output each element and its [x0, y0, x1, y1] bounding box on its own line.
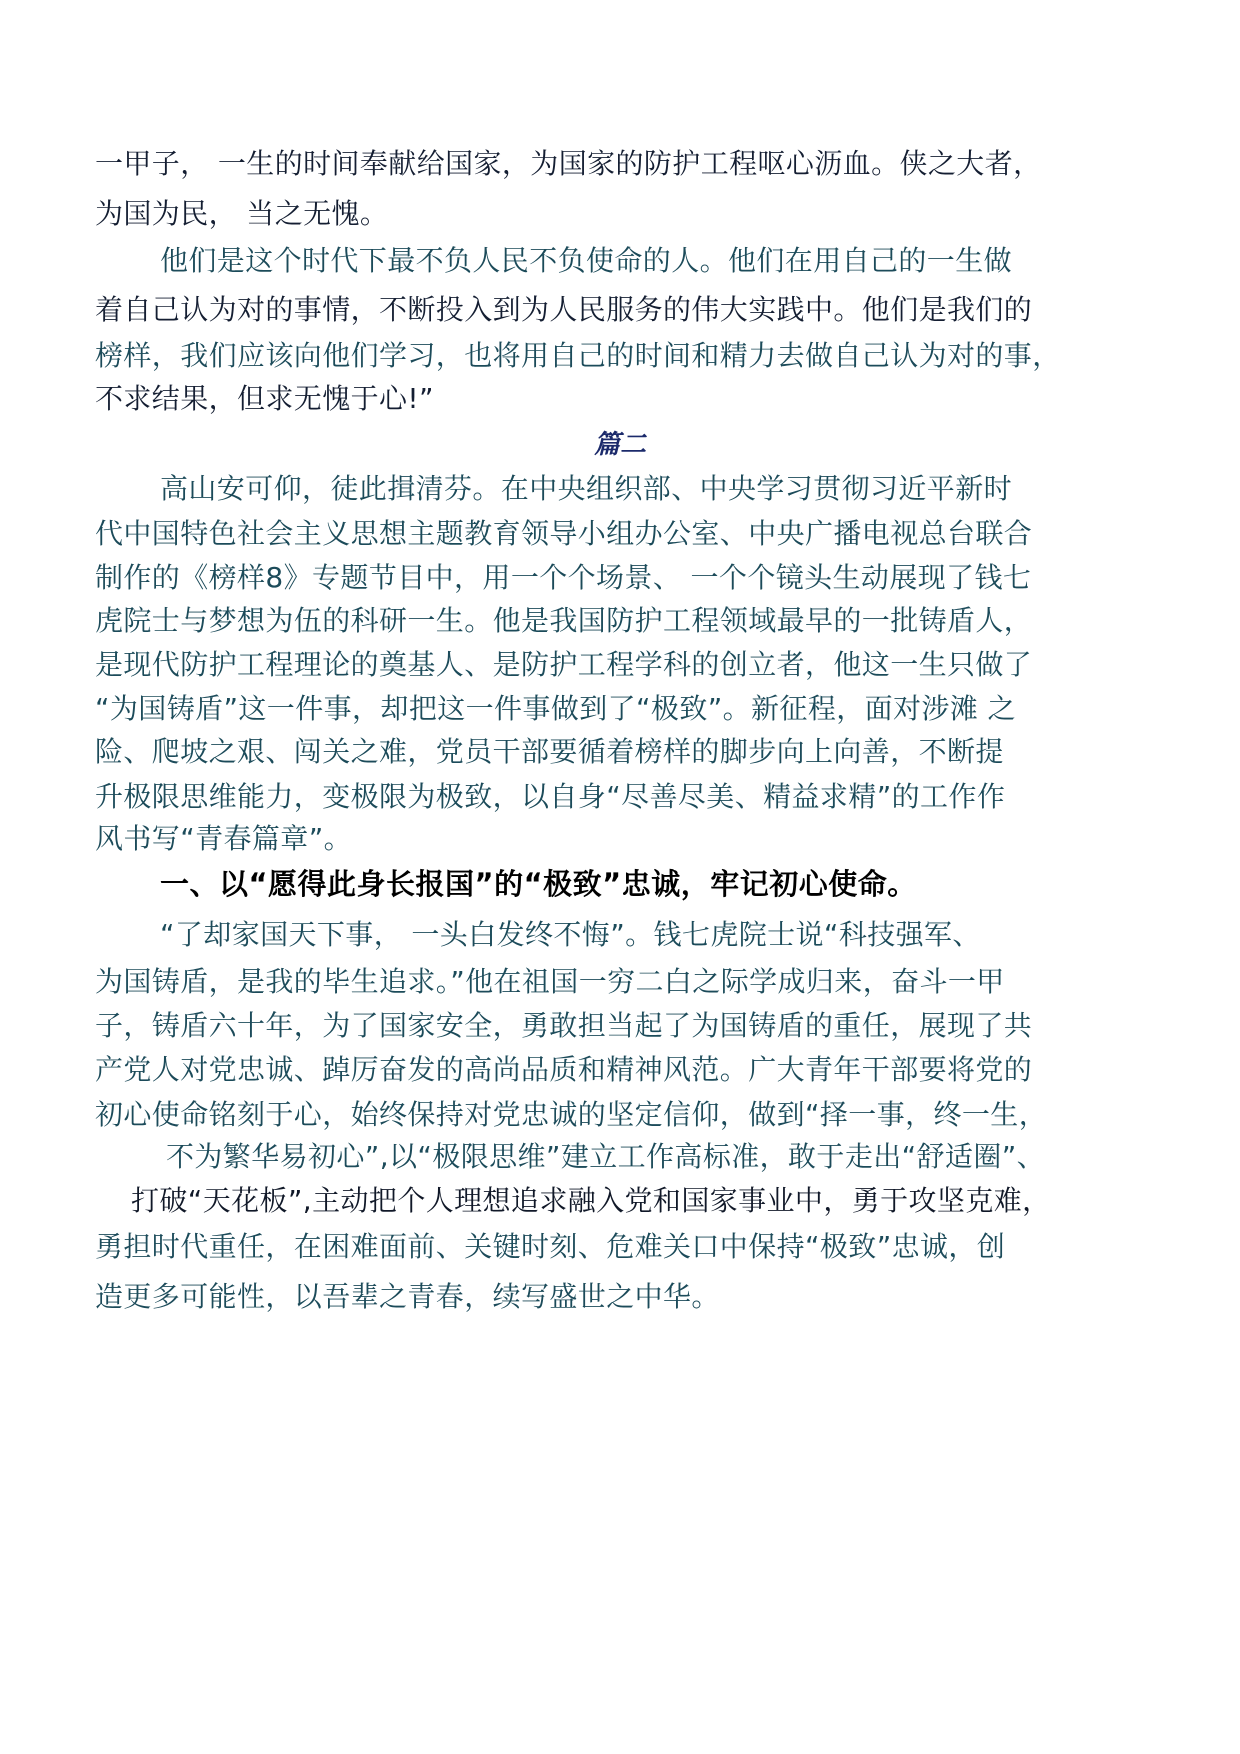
paragraph-line: 产党人对党忠诚、踔厉奋发的高尚品质和精神风范。广大青年干部要将党的 — [95, 1053, 1033, 1086]
paragraph-line: 勇担时代重任，在困难面前、关键时刻、危难关口中保持“极致”忠诚，创 — [95, 1230, 1006, 1263]
paragraph-line: 虎院士与梦想为伍的科研一生。他是我国防护工程领域最早的一批铸盾人， — [95, 604, 1033, 637]
paragraph-line: 为国铸盾，是我的毕生追求。”他在祖国一穷二白之际学成归来，奋斗一甲 — [95, 965, 1005, 998]
paragraph-line: 榜样，我们应该向他们学习，也将用自己的时间和精力去做自己认为对的事， — [95, 339, 1061, 372]
section-subheading: 一、以“愿得此身长报国”的“极致”忠诚，牢记初心使命。 — [160, 867, 917, 901]
section-title: 篇二 — [593, 430, 646, 460]
paragraph-line: 造更多可能性，以吾辈之青春，续写盛世之中华。 — [95, 1280, 720, 1313]
paragraph-line: 不求结果，但求无愧于心!” — [95, 382, 434, 415]
paragraph-line: 打破“天花板”,主动把个人理想追求融入党和国家事业中，勇于攻坚克难， — [131, 1184, 1051, 1217]
paragraph-line: 升极限思维能力，变极限为极致，以自身“尽善尽美、精益求精”的工作作 — [95, 780, 1006, 813]
paragraph-line: 子，铸盾六十年，为了国家安全，勇敢担当起了为国铸盾的重任，展现了共 — [95, 1009, 1033, 1042]
paragraph-line: 高山安可仰，徒此揖清芬。在中央组织部、中央学习贯彻习近平新时 — [160, 472, 1013, 505]
paragraph-line: 为国为民， 当之无愧。 — [95, 197, 389, 230]
paragraph-line: 代中国特色社会主义思想主题教育领导小组办公室、中央广播电视总台联合 — [95, 517, 1033, 550]
paragraph-line: 制作的《榜样8》专题节目中，用一个个场景、 一个个镜头生动展现了钱七 — [95, 561, 1032, 594]
paragraph-line: 初心使命铭刻于心，始终保持对党忠诚的坚定信仰，做到“择一事，终一生， — [95, 1098, 1048, 1131]
paragraph-line: “了却家国天下事， 一头白发终不悔”。钱七虎院士说“科技强军、 — [160, 918, 981, 951]
paragraph-line: 他们是这个时代下最不负人民不负使命的人。他们在用自己的一生做 — [160, 244, 1013, 277]
paragraph-line: “为国铸盾”这一件事，却把这一件事做到了“极致”。新征程，面对涉滩 之 — [95, 692, 1016, 725]
paragraph-line: 险、爬坡之艰、闯关之难，党员干部要循着榜样的脚步向上向善，不断提 — [95, 735, 1004, 768]
paragraph-line: 风书写“青春篇章”。 — [95, 822, 353, 855]
paragraph-line: 一甲子， 一生的时间奉献给国家，为国家的防护工程呕心沥血。侠之大者， — [95, 147, 1042, 180]
paragraph-line: 不为繁华易初心”,以“极限思维”建立工作高标准，敢于走出“舒适圈”、 — [166, 1140, 1046, 1173]
paragraph-line: 着自己认为对的事情，不断投入到为人民服务的伟大实践中。他们是我们的 — [95, 293, 1033, 326]
paragraph-line: 是现代防护工程理论的奠基人、是防护工程学科的创立者，他这一生只做了 — [95, 648, 1033, 681]
